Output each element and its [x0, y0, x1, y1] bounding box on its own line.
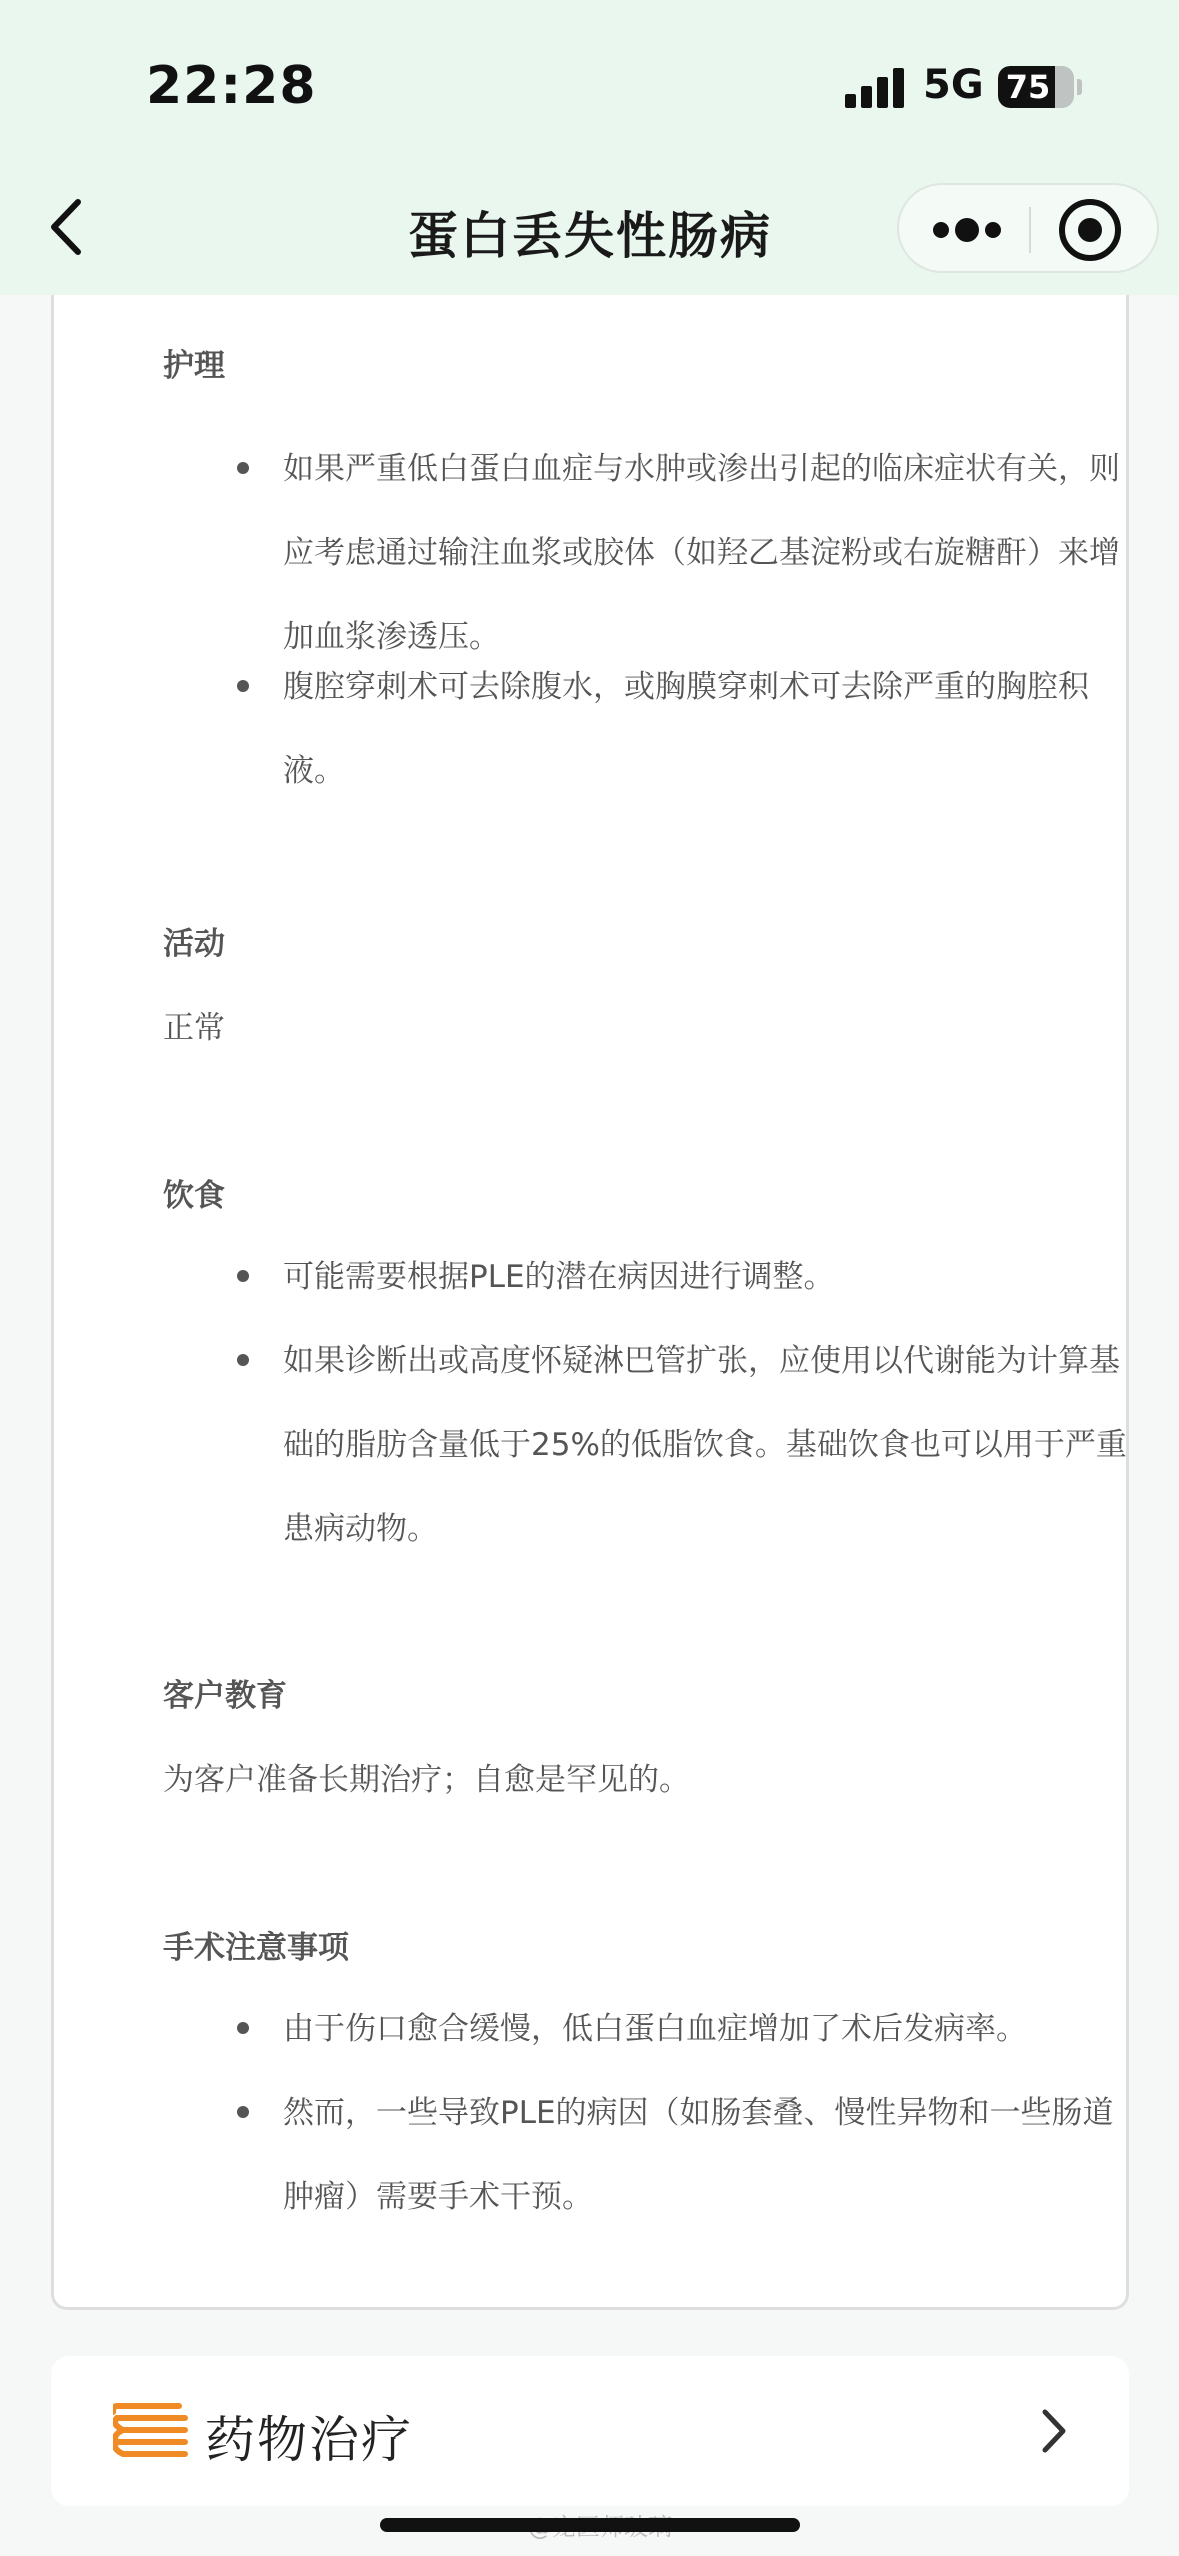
section-heading-diet: 饮食 [163, 1178, 225, 1214]
content-card [51, 200, 1129, 2310]
section-heading-client-education: 客户教育 [163, 1678, 287, 1714]
bullet-dot [237, 2022, 249, 2034]
more-button[interactable] [919, 203, 1015, 257]
battery-icon [998, 66, 1074, 108]
back-button[interactable] [38, 192, 98, 262]
diet-item-2: 如果诊断出或高度怀疑淋巴管扩张，应使用以代谢能为计算基础的脂肪含量低于25%的低脂饮食。基础饮食也可以用于严重患病动物。 [283, 1343, 1127, 1547]
section-heading-activity: 活动 [163, 926, 225, 962]
battery-percent: 75 [1005, 68, 1051, 106]
activity-text: 正常 [163, 1010, 225, 1046]
capsule-divider [1029, 207, 1031, 253]
battery-tip [1077, 79, 1082, 95]
close-miniprogram-button[interactable] [1059, 199, 1121, 261]
top-bar [0, 0, 1179, 295]
mini-program-capsule [897, 183, 1159, 273]
chevron-left-icon [38, 192, 98, 262]
bullet-dot [237, 462, 249, 474]
nursing-item-2: 腹腔穿刺术可去除腹水，或胸膜穿刺术可去除严重的胸腔积液。 [283, 669, 1089, 789]
chevron-right-icon [1033, 2406, 1073, 2456]
book-stack-icon [113, 2402, 189, 2460]
client-education-text: 为客户准备长期治疗；自愈是罕见的。 [163, 1762, 690, 1798]
bullet-dot [237, 1270, 249, 1282]
section-heading-nursing: 护理 [163, 348, 225, 384]
diet-item-1: 可能需要根据PLE的潜在病因进行调整。 [283, 1259, 835, 1295]
drug-treatment-link[interactable] [51, 2356, 1129, 2506]
status-time: 22:28 [146, 56, 317, 116]
surgery-item-2: 然而，一些导致PLE的病因（如肠套叠、慢性异物和一些肠道肿瘤）需要手术干预。 [283, 2095, 1114, 2215]
signal-icon [845, 66, 907, 108]
more-dots-icon [985, 222, 1001, 238]
more-dots-icon [955, 218, 979, 242]
drug-card-title: 药物治疗 [205, 2411, 413, 2469]
bullet-dot [237, 1354, 249, 1366]
bullet-dot [237, 680, 249, 692]
home-indicator[interactable] [380, 2518, 800, 2532]
nursing-item-1: 如果严重低白蛋白血症与水肿或渗出引起的临床症状有关，则应考虑通过输注血浆或胶体（如羟乙基淀粉或右旋糖酐）来增加血浆渗透压。 [283, 451, 1120, 655]
section-heading-surgery: 手术注意事项 [163, 1930, 349, 1966]
network-label: 5G [923, 62, 984, 108]
more-dots-icon [933, 222, 949, 238]
bullet-dot [237, 2106, 249, 2118]
page-title: 蛋白丢失性肠病 [408, 207, 772, 265]
surgery-item-1: 由于伤口愈合缓慢，低白蛋白血症增加了术后发病率。 [283, 2011, 1027, 2047]
